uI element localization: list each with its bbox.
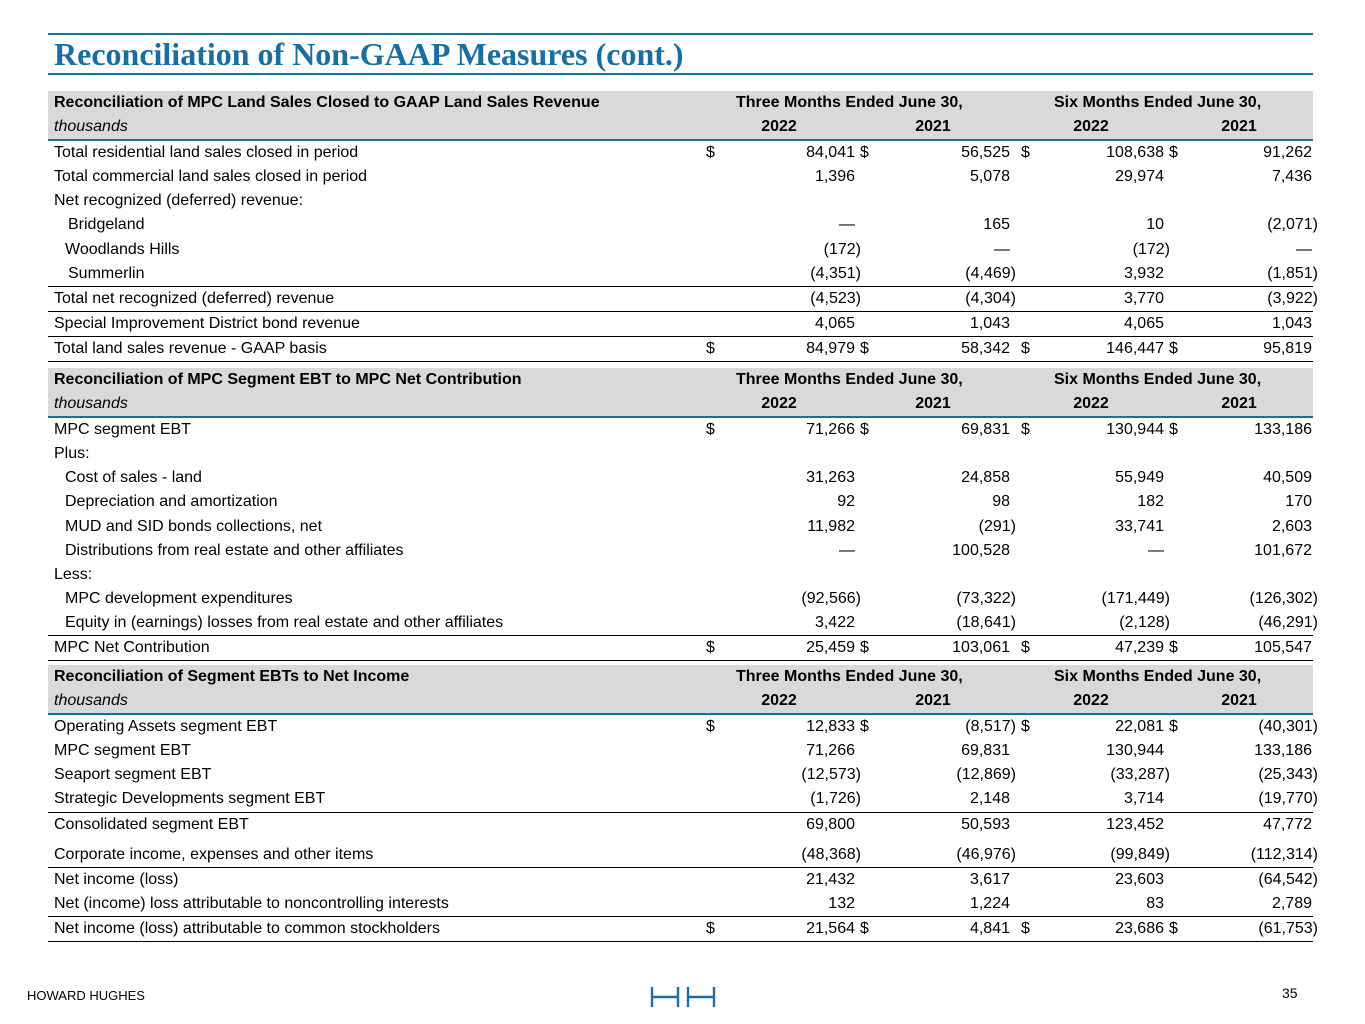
table-row bbox=[48, 189, 1313, 213]
year-header: 2021 bbox=[1221, 118, 1257, 136]
row-label: Net recognized (deferred) revenue: bbox=[54, 192, 304, 210]
table-row bbox=[48, 539, 1313, 563]
cell-value: (4,469) bbox=[965, 264, 1016, 282]
cell-value: (171,449) bbox=[1101, 589, 1170, 607]
cell-value: 2,603 bbox=[1271, 517, 1312, 535]
row-label: Net (income) loss attributable to noncontrolling interests bbox=[54, 894, 449, 912]
cell-value: 130,944 bbox=[1106, 742, 1164, 760]
cell-value: 71,266 bbox=[806, 421, 855, 439]
dollar-sign: $ bbox=[1021, 919, 1030, 937]
cell-value: 29,974 bbox=[1115, 168, 1164, 186]
table-row bbox=[48, 418, 1313, 442]
cell-value: 4,065 bbox=[1123, 314, 1164, 332]
cell-value: 1,043 bbox=[969, 314, 1010, 332]
cell-value: 1,043 bbox=[1271, 314, 1312, 332]
six-months-header: Six Months Ended June 30, bbox=[1054, 94, 1262, 111]
cell-value: 2,789 bbox=[1271, 894, 1312, 912]
cell-value: 31,263 bbox=[806, 469, 855, 487]
hh-logo-icon bbox=[650, 986, 716, 1013]
cell-value: 182 bbox=[1137, 493, 1164, 511]
table-row bbox=[48, 892, 1313, 916]
row-label: MPC segment EBT bbox=[54, 742, 191, 760]
table-row bbox=[48, 238, 1313, 262]
cell-value: 1,396 bbox=[814, 168, 855, 186]
footer-company: HOWARD HUGHES bbox=[27, 988, 145, 1003]
year-header: 2022 bbox=[761, 692, 797, 710]
cell-value: (4,304) bbox=[965, 289, 1016, 307]
units-label: thousands bbox=[54, 118, 128, 136]
cell-value: 40,509 bbox=[1263, 469, 1312, 487]
cell-value: (99,849) bbox=[1110, 845, 1170, 863]
dollar-sign: $ bbox=[860, 639, 869, 657]
cell-value: 95,819 bbox=[1263, 339, 1312, 357]
three-months-header: Three Months Ended June 30, bbox=[736, 668, 963, 685]
cell-value: (73,322) bbox=[956, 589, 1016, 607]
year-header: 2022 bbox=[1073, 395, 1109, 413]
cell-value: — bbox=[1296, 240, 1312, 258]
row-label: MPC development expenditures bbox=[65, 589, 293, 607]
row-label: MPC segment EBT bbox=[54, 421, 191, 439]
dollar-sign: $ bbox=[1021, 718, 1030, 736]
cell-value: (172) bbox=[823, 240, 861, 258]
cell-value: 69,800 bbox=[806, 815, 855, 833]
row-label: Summerlin bbox=[68, 264, 145, 282]
cell-value: 123,452 bbox=[1106, 815, 1164, 833]
row-label: Operating Assets segment EBT bbox=[54, 718, 278, 736]
year-header: 2021 bbox=[915, 118, 951, 136]
cell-value: 170 bbox=[1285, 493, 1312, 511]
cell-value: (46,291) bbox=[1258, 613, 1318, 631]
dollar-sign: $ bbox=[706, 919, 715, 937]
dollar-sign: $ bbox=[1169, 718, 1178, 736]
year-header: 2022 bbox=[1073, 118, 1109, 136]
cell-value: 3,617 bbox=[969, 870, 1010, 888]
table-row bbox=[48, 867, 1318, 892]
table-heading: Reconciliation of Segment EBTs to Net Income bbox=[54, 668, 410, 685]
cell-value: 7,436 bbox=[1271, 168, 1312, 186]
dollar-sign: $ bbox=[1169, 144, 1178, 162]
year-header: 2022 bbox=[761, 118, 797, 136]
row-label: Bridgeland bbox=[68, 216, 145, 234]
cell-value: 23,686 bbox=[1115, 919, 1164, 937]
table-heading: Reconciliation of MPC Segment EBT to MPC Net Contribution bbox=[54, 371, 522, 388]
row-label: MPC Net Contribution bbox=[54, 639, 210, 657]
cell-value: (126,302) bbox=[1249, 589, 1318, 607]
row-label: Net income (loss) attributable to common stockholders bbox=[54, 919, 440, 937]
three-months-header: Three Months Ended June 30, bbox=[736, 94, 963, 111]
table-subheader bbox=[48, 115, 1313, 141]
cell-value: (2,071) bbox=[1267, 216, 1318, 234]
reconciliation-table bbox=[48, 91, 1318, 362]
row-label: Special Improvement District bond revenue bbox=[54, 314, 360, 332]
cell-value: 100,528 bbox=[952, 541, 1010, 559]
row-label: Total commercial land sales closed in period bbox=[54, 168, 368, 186]
row-label: Total land sales revenue - GAAP basis bbox=[54, 339, 327, 357]
cell-value: 21,564 bbox=[806, 919, 855, 937]
table-header bbox=[48, 91, 1313, 115]
dollar-sign: $ bbox=[706, 718, 715, 736]
cell-value: 91,262 bbox=[1263, 144, 1312, 162]
table-row bbox=[48, 587, 1318, 611]
table-heading: Reconciliation of MPC Land Sales Closed to GAAP Land Sales Revenue bbox=[54, 94, 600, 111]
dollar-sign: $ bbox=[706, 421, 715, 439]
dollar-sign: $ bbox=[1021, 339, 1030, 357]
table-row bbox=[48, 311, 1313, 336]
year-header: 2021 bbox=[1221, 395, 1257, 413]
table-row bbox=[48, 141, 1313, 165]
dollar-sign: $ bbox=[706, 144, 715, 162]
row-label: Less: bbox=[54, 565, 93, 583]
cell-value: 33,741 bbox=[1115, 517, 1164, 535]
cell-value: 132 bbox=[828, 894, 855, 912]
cell-value: (12,869) bbox=[956, 766, 1016, 784]
cell-value: — bbox=[994, 240, 1010, 258]
cell-value: 11,982 bbox=[807, 517, 855, 535]
cell-value: 3,932 bbox=[1123, 264, 1164, 282]
table-row bbox=[48, 916, 1318, 942]
table-row bbox=[48, 515, 1313, 539]
cell-value: 23,603 bbox=[1115, 870, 1164, 888]
cell-value: 10 bbox=[1146, 216, 1164, 234]
cell-value: (1,851) bbox=[1267, 264, 1318, 282]
table-row bbox=[48, 563, 1313, 587]
cell-value: 21,432 bbox=[806, 870, 855, 888]
units-label: thousands bbox=[54, 692, 128, 710]
dollar-sign: $ bbox=[860, 339, 869, 357]
cell-value: 24,858 bbox=[961, 469, 1010, 487]
row-label: Woodlands Hills bbox=[65, 240, 180, 258]
cell-value: 146,447 bbox=[1106, 339, 1164, 357]
cell-value: 69,831 bbox=[961, 421, 1010, 439]
row-label: Total net recognized (deferred) revenue bbox=[54, 289, 335, 307]
year-header: 2021 bbox=[1221, 692, 1257, 710]
cell-value: (112,314) bbox=[1250, 845, 1318, 863]
table-row bbox=[48, 812, 1313, 837]
cell-value: 55,949 bbox=[1115, 469, 1164, 487]
cell-value: 84,041 bbox=[806, 144, 855, 162]
table-row bbox=[48, 611, 1318, 635]
year-header: 2021 bbox=[915, 692, 951, 710]
cell-value: (291) bbox=[978, 517, 1016, 535]
cell-value: 69,831 bbox=[961, 742, 1010, 760]
cell-value: (18,641) bbox=[956, 613, 1016, 631]
cell-value: (1,726) bbox=[810, 790, 861, 808]
table-row bbox=[48, 286, 1318, 311]
cell-value: (61,753) bbox=[1258, 919, 1318, 937]
cell-value: (172) bbox=[1132, 240, 1170, 258]
page-title bbox=[48, 33, 1313, 75]
dollar-sign: $ bbox=[1169, 339, 1178, 357]
cell-value: (25,343) bbox=[1258, 766, 1318, 784]
cell-value: 2,148 bbox=[969, 790, 1010, 808]
year-header: 2022 bbox=[1073, 692, 1109, 710]
cell-value: 25,459 bbox=[806, 639, 855, 657]
year-header: 2022 bbox=[761, 395, 797, 413]
dollar-sign: $ bbox=[1169, 919, 1178, 937]
cell-value: 108,638 bbox=[1106, 144, 1164, 162]
table-row bbox=[48, 490, 1313, 514]
cell-value: 47,239 bbox=[1115, 639, 1164, 657]
cell-value: 1,224 bbox=[969, 894, 1010, 912]
reconciliation-table bbox=[48, 665, 1318, 942]
cell-value: 3,770 bbox=[1123, 289, 1164, 307]
three-months-header: Three Months Ended June 30, bbox=[736, 371, 963, 388]
row-label: Depreciation and amortization bbox=[65, 493, 278, 511]
dollar-sign: $ bbox=[860, 718, 869, 736]
dollar-sign: $ bbox=[1021, 144, 1030, 162]
cell-value: 98 bbox=[992, 493, 1010, 511]
row-label: Consolidated segment EBT bbox=[54, 815, 249, 833]
cell-value: 103,061 bbox=[952, 639, 1010, 657]
cell-value: (48,368) bbox=[801, 845, 861, 863]
cell-value: (4,351) bbox=[810, 264, 861, 282]
cell-value: 105,547 bbox=[1254, 639, 1312, 657]
row-label: Equity in (earnings) losses from real estate and other affiliates bbox=[65, 613, 504, 631]
reconciliation-table bbox=[48, 368, 1318, 661]
table-row bbox=[48, 763, 1318, 787]
cell-value: 92 bbox=[837, 493, 855, 511]
dollar-sign: $ bbox=[860, 421, 869, 439]
table-row bbox=[48, 165, 1313, 189]
cell-value: 3,714 bbox=[1123, 790, 1164, 808]
table-row bbox=[48, 466, 1313, 490]
dollar-sign: $ bbox=[1169, 639, 1178, 657]
row-label: Plus: bbox=[54, 445, 90, 463]
row-label: Corporate income, expenses and other items bbox=[54, 845, 374, 863]
cell-value: (46,976) bbox=[956, 845, 1016, 863]
cell-value: 71,266 bbox=[806, 742, 855, 760]
cell-value: (12,573) bbox=[801, 766, 861, 784]
table-row bbox=[48, 262, 1318, 286]
table-subheader bbox=[48, 392, 1313, 418]
cell-value: (2,128) bbox=[1119, 613, 1170, 631]
six-months-header: Six Months Ended June 30, bbox=[1054, 371, 1262, 388]
cell-value: 133,186 bbox=[1254, 742, 1312, 760]
table-row bbox=[48, 715, 1318, 739]
dollar-sign: $ bbox=[1021, 639, 1030, 657]
six-months-header: Six Months Ended June 30, bbox=[1054, 668, 1262, 685]
dollar-sign: $ bbox=[860, 144, 869, 162]
row-label: Net income (loss) bbox=[54, 870, 179, 888]
cell-value: (3,922) bbox=[1267, 289, 1318, 307]
cell-value: 4,841 bbox=[969, 919, 1010, 937]
cell-value: 165 bbox=[983, 216, 1010, 234]
cell-value: 84,979 bbox=[806, 339, 855, 357]
dollar-sign: $ bbox=[1021, 421, 1030, 439]
cell-value: — bbox=[839, 541, 855, 559]
cell-value: 5,078 bbox=[969, 168, 1010, 186]
cell-value: 130,944 bbox=[1106, 421, 1164, 439]
cell-value: 4,065 bbox=[814, 314, 855, 332]
dollar-sign: $ bbox=[860, 919, 869, 937]
cell-value: (33,287) bbox=[1110, 766, 1170, 784]
cell-value: 56,525 bbox=[961, 144, 1010, 162]
table-row bbox=[48, 635, 1313, 661]
cell-value: 50,593 bbox=[961, 815, 1010, 833]
row-label: Cost of sales - land bbox=[65, 469, 202, 487]
table-header bbox=[48, 368, 1313, 392]
table-row bbox=[48, 843, 1318, 867]
page-number: 35 bbox=[1282, 985, 1298, 1001]
cell-value: 12,833 bbox=[806, 718, 855, 736]
cell-value: (64,542) bbox=[1258, 870, 1318, 888]
row-label: Total residential land sales closed in period bbox=[54, 144, 359, 162]
cell-value: 47,772 bbox=[1263, 815, 1312, 833]
dollar-sign: $ bbox=[1169, 421, 1178, 439]
row-label: Seaport segment EBT bbox=[54, 766, 212, 784]
row-label: Distributions from real estate and other affiliates bbox=[65, 541, 404, 559]
cell-value: 133,186 bbox=[1254, 421, 1312, 439]
table-header bbox=[48, 665, 1313, 689]
row-label: MUD and SID bonds collections, net bbox=[65, 517, 323, 535]
units-label: thousands bbox=[54, 395, 128, 413]
cell-value: 58,342 bbox=[961, 339, 1010, 357]
table-row bbox=[48, 739, 1313, 763]
table-row bbox=[48, 787, 1318, 811]
cell-value: (4,523) bbox=[810, 289, 861, 307]
row-label: Strategic Developments segment EBT bbox=[54, 790, 326, 808]
year-header: 2021 bbox=[915, 395, 951, 413]
cell-value: 3,422 bbox=[814, 613, 855, 631]
dollar-sign: $ bbox=[706, 639, 715, 657]
cell-value: 83 bbox=[1146, 894, 1164, 912]
cell-value: (92,566) bbox=[801, 589, 861, 607]
cell-value: — bbox=[1148, 541, 1164, 559]
table-row bbox=[48, 442, 1313, 466]
cell-value: (8,517) bbox=[965, 718, 1016, 736]
table-subheader bbox=[48, 689, 1313, 715]
page-title-text: Reconciliation of Non-GAAP Measures (cont.) bbox=[54, 36, 684, 72]
cell-value: — bbox=[839, 216, 855, 234]
cell-value: 22,081 bbox=[1115, 718, 1164, 736]
cell-value: 101,672 bbox=[1254, 541, 1312, 559]
cell-value: (40,301) bbox=[1258, 718, 1318, 736]
dollar-sign: $ bbox=[706, 339, 715, 357]
table-row bbox=[48, 336, 1313, 362]
table-row bbox=[48, 213, 1318, 237]
cell-value: (19,770) bbox=[1258, 790, 1318, 808]
